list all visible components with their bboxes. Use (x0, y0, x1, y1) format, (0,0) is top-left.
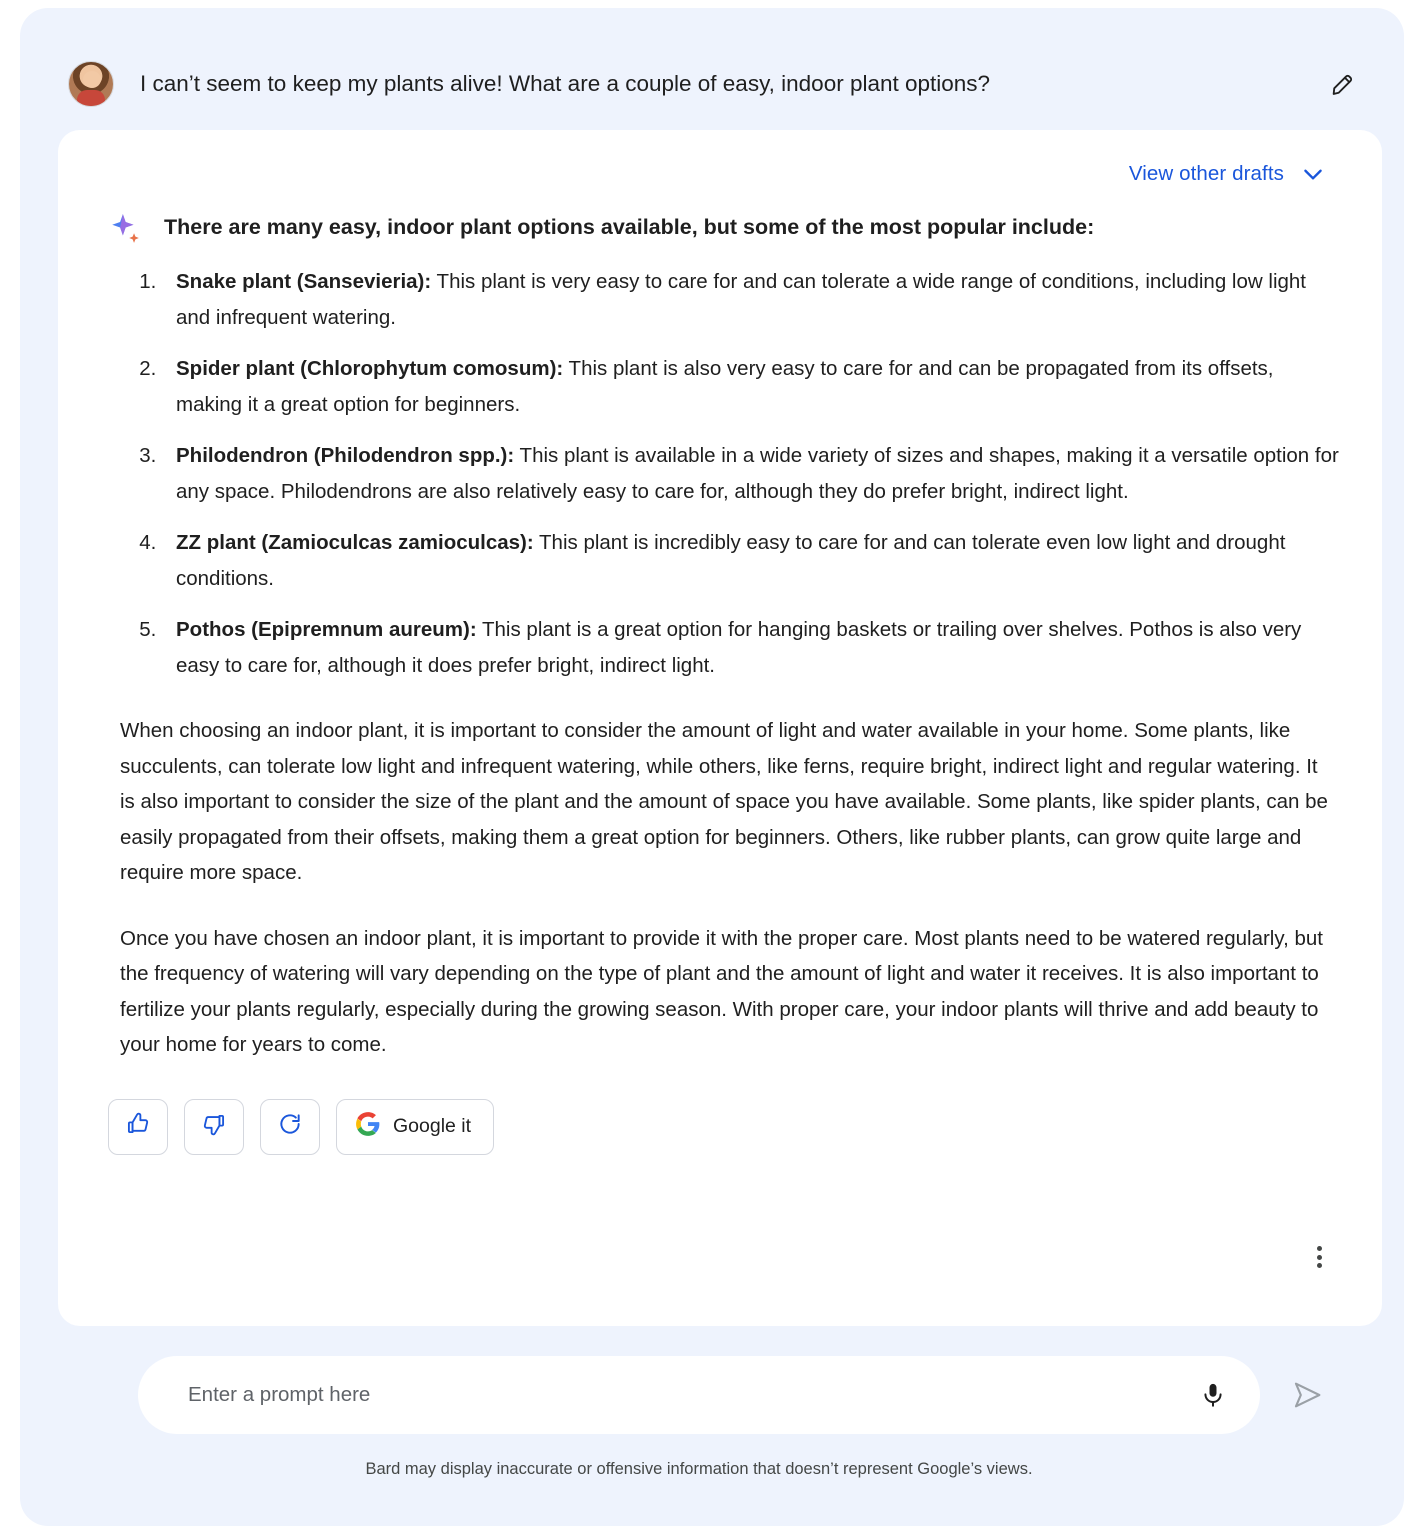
list-item (162, 525, 1340, 596)
composer-row (138, 1356, 1364, 1434)
thumb-up-button[interactable] (108, 1099, 168, 1155)
response-actions (108, 1099, 1340, 1155)
list-item-detail: This plant is available in a wide variety of sizes and shapes, making it a versatile option for any space. Philodendrons are also relatively easy to care for, although they do prefer bright, indirect light. (176, 444, 1339, 503)
list-item-term: Spider plant (Chlorophytum comosum): (176, 357, 564, 380)
user-prompt-text: I can’t seem to keep my plants alive! What are a couple of easy, indoor plant options? (140, 71, 991, 96)
list-item-term: Pothos (Epipremnum aureum): (176, 618, 477, 641)
answer-headline: There are many easy, indoor plant options available, but some of the most popular include: (164, 215, 1095, 239)
chat-container (20, 8, 1404, 1526)
regenerate-button[interactable] (260, 1099, 320, 1155)
user-prompt-row (20, 8, 1404, 118)
list-item (162, 612, 1340, 683)
list-item-detail: This plant is a great option for hanging baskets or trailing over shelves. Pothos is also very easy to care for, although it does prefer bright, indirect light. (176, 618, 1302, 677)
list-item-detail: This plant is incredibly easy to care for and can tolerate even low light and drought conditions. (176, 531, 1286, 590)
google-g-icon (355, 1111, 381, 1142)
list-item (162, 264, 1340, 335)
view-other-drafts-button[interactable] (100, 152, 1340, 196)
kebab-menu-icon[interactable] (1304, 1242, 1334, 1272)
answer-headline-row (100, 210, 1340, 246)
list-item-term: Snake plant (Sansevieria): (176, 270, 432, 293)
plant-options-list (100, 264, 1340, 683)
response-card (58, 130, 1382, 1326)
edit-prompt-icon[interactable] (1326, 67, 1360, 101)
list-item (162, 438, 1340, 509)
bard-sparkle-icon (108, 212, 142, 246)
list-item-detail: This plant is very easy to care for and can tolerate a wide range of conditions, including low light and infrequent watering. (176, 270, 1306, 329)
user-avatar (68, 61, 114, 107)
prompt-input-box[interactable] (138, 1356, 1260, 1434)
send-icon[interactable] (1284, 1371, 1332, 1419)
thumb-up-icon (125, 1111, 151, 1142)
answer-paragraph-2: Once you have chosen an indoor plant, it is important to provide it with the proper care. Most plants need to be watered regularly, but the frequency of watering will vary depending on the type of plant and the amount of light and water it receives. It is also important to fertilize your plants regularly, especially during the growing season. With proper care, your indoor plants will thrive and add beauty to your home for years to come. (120, 926, 1323, 1056)
disclaimer-text: Bard may display inaccurate or offensive information that doesn’t represent Google’s views. (365, 1460, 1033, 1478)
list-item-term: ZZ plant (Zamioculcas zamioculcas): (176, 531, 534, 554)
thumb-down-button[interactable] (184, 1099, 244, 1155)
chevron-down-icon (1300, 161, 1326, 187)
list-item-detail: This plant is also very easy to care for and can be propagated from its offsets, making it a great option for beginners. (176, 357, 1274, 416)
answer-paragraph-1: When choosing an indoor plant, it is important to consider the amount of light and water available in your home. Some plants, like succulents, can tolerate low light and infrequent watering, while others, like ferns, require bright, indirect light and regular watering. It is also important to consider the size of the plant and the amount of space you have available. Some plants, like spider plants, can be easily propagated from their offsets, making them a great option for beginners. Others, like rubber plants, can grow quite large and require more space. (120, 719, 1328, 884)
google-it-label: Google it (393, 1115, 472, 1137)
microphone-icon[interactable] (1196, 1378, 1230, 1412)
list-item-term: Philodendron (Philodendron spp.): (176, 444, 515, 467)
prompt-input[interactable] (186, 1382, 1196, 1408)
list-item (162, 351, 1340, 422)
refresh-icon (277, 1111, 303, 1142)
thumb-down-icon (201, 1111, 227, 1142)
google-it-button[interactable] (336, 1099, 494, 1155)
view-other-drafts-label: View other drafts (1128, 162, 1284, 185)
